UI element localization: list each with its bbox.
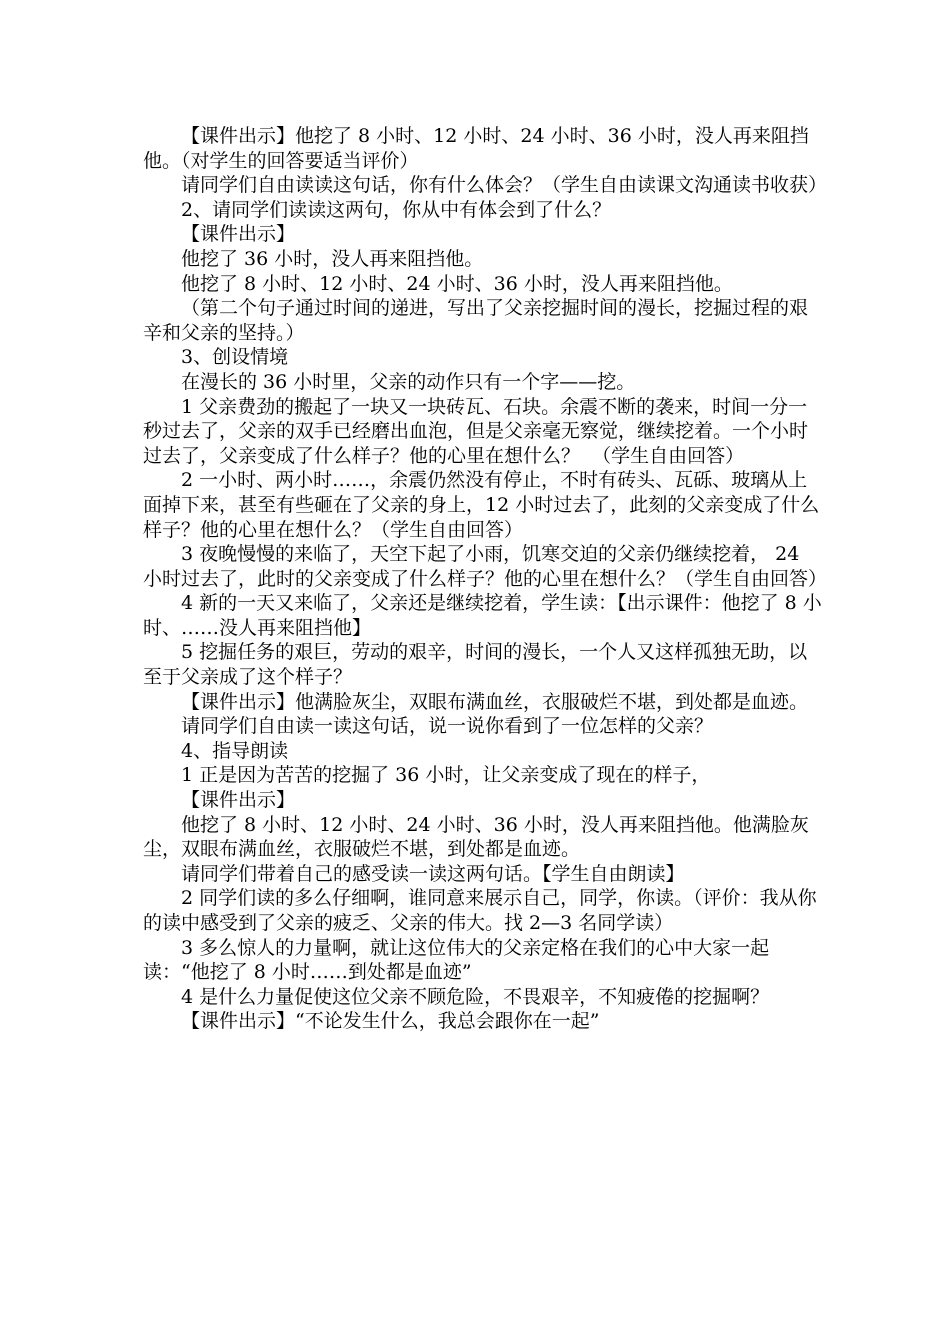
paragraph: 请同学们自由读读这句话，你有什么体会？（学生自由读课文沟通读书收获）: [181, 174, 828, 197]
paragraph: 【课件出示】“不论发生什么，我总会跟你在一起”: [181, 1010, 600, 1033]
paragraph: 4 是什么力量促使这位父亲不顾危险，不畏艰辛，不知疲倦的挖掘啊？: [181, 985, 770, 1008]
paragraph: 3 夜晚慢慢的来临了，天空下起了小雨，饥寒交迫的父亲仍继续挖着， 24 小时过去了，此时的父亲变成了什么样子？他的心里在想什么？（学生自由回答）: [143, 543, 828, 590]
paragraph: 他挖了 36 小时，没人再来阻挡他。: [181, 247, 484, 270]
paragraph: 【课件出示】: [181, 789, 296, 812]
paragraph: 3、创设情境: [181, 346, 289, 369]
paragraph: 2 一小时、两小时……，余震仍然没有停止，不时有砖头、瓦砾、玻璃从上面掉下来，甚至有些砸在了父亲的身上，12 小时过去了，此刻的父亲变成了什么样子？他的心里在想什么？（学生自由回答）: [143, 469, 820, 541]
paragraph: 在漫长的 36 小时里，父亲的动作只有一个字——挖。: [181, 370, 636, 393]
paragraph: 请同学们自由读一读这句话，说一说你看到了一位怎样的父亲？: [181, 715, 714, 738]
paragraph: 4、指导朗读: [181, 739, 289, 762]
paragraph: 5 挖掘任务的艰巨，劳动的艰辛，时间的漫长，一个人又这样孤独无助，以至于父亲成了这个样子？: [143, 641, 808, 689]
paragraph: 2 同学们读的多么仔细啊，谁同意来展示自己，同学，你读。（评价：我从你的读中感受到了父亲的疲乏、父亲的伟大。找 2—3 名同学读）: [143, 887, 817, 934]
paragraph: 2、请同学们读读这两句，你从中有体会到了什么？: [181, 198, 612, 221]
paragraph: 【课件出示】: [181, 223, 296, 246]
paragraph: 1 正是因为苦苦的挖掘了 36 小时，让父亲变成了现在的样子，: [181, 764, 711, 787]
paragraph: 4 新的一天又来临了，父亲还是继续挖着，学生读：【出示课件：他挖了 8 小时、……没人再来阻挡他】: [143, 592, 822, 639]
paragraph: 3 多么惊人的力量啊，就让这位伟大的父亲定格在我们的心中大家一起读：“他挖了 8 小时……到处都是血迹”: [143, 936, 770, 984]
paragraph: （第二个句子通过时间的递进，写出了父亲挖掘时间的漫长，挖掘过程的艰辛和父亲的坚持。）: [143, 297, 809, 344]
paragraph: 【课件出示】他满脸灰尘，双眼布满血丝，衣服破烂不堪，到处都是血迹。: [181, 690, 809, 713]
paragraph: 他挖了 8 小时、12 小时、24 小时、36 小时，没人再来阻挡他。他满脸灰尘，双眼布满血丝，衣服破烂不堪，到处都是血迹。: [143, 813, 809, 861]
paragraph: 请同学们带着自己的感受读一读这两句话。【学生自由朗读】: [181, 862, 685, 885]
paragraph: 1 父亲费劲的搬起了一块又一块砖瓦、石块。余震不断的袭来，时间一分一秒过去了，父亲的双手已经磨出血泡，但是父亲毫无察觉，继续挖着。一个小时过去了，父亲变成了什么样子？他的心里在想什么？ （学生自由回答）: [143, 395, 809, 467]
document-body: [143, 124, 828, 1034]
paragraph: 【课件出示】他挖了 8 小时、12 小时、24 小时、36 小时，没人再来阻挡他。（对学生的回答要适当评价）: [143, 125, 809, 172]
paragraph: 他挖了 8 小时、12 小时、24 小时、36 小时，没人再来阻挡他。: [181, 272, 733, 295]
